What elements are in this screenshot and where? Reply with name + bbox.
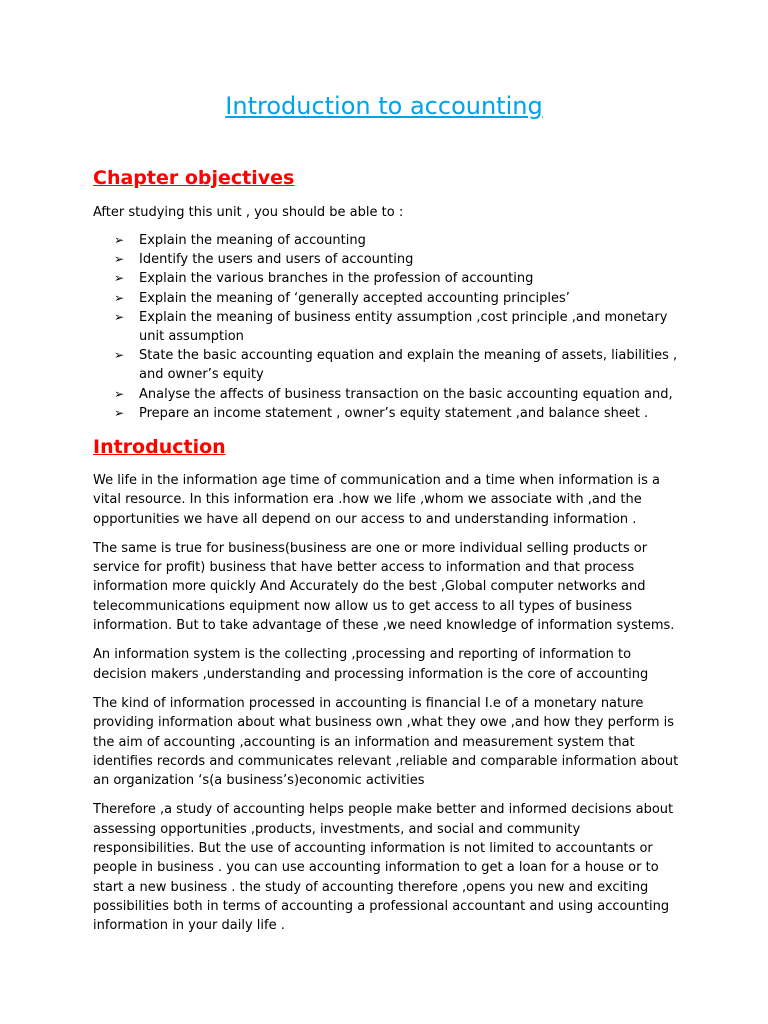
- body-paragraph: Therefore ,a study of accounting helps people make better and informed decisions about assessing opportunities ,products, investments, and social and community responsibilities. But the use of accounting information is not limited to accountants or people in business . you can use accounting information to get a loan for a house or to start a new business . the study of accounting therefore ,opens you new and exciting possibilities both in terms of accounting a professional accountant and using accounting information in your daily life .: [93, 802, 674, 934]
- arrow-bullet-icon: ➢: [114, 290, 125, 305]
- chapter-objectives-heading: Chapter objectives: [93, 167, 295, 189]
- arrow-bullet-icon: ➢: [114, 271, 125, 286]
- arrow-bullet-icon: ➢: [114, 252, 125, 267]
- objective-item: [114, 404, 680, 423]
- objective-text: Explain the meaning of ‘generally accepted accounting principles’: [139, 290, 570, 306]
- objective-item: [114, 269, 680, 288]
- document-title: Introduction to accounting: [225, 92, 543, 120]
- objective-text: Explain the meaning of accounting: [139, 233, 366, 248]
- objectives-list: [114, 231, 680, 423]
- arrow-bullet-icon: ➢: [114, 405, 125, 420]
- objective-text: Prepare an income statement , owner’s equity statement ,and balance sheet .: [139, 405, 649, 421]
- objective-item: [114, 250, 680, 269]
- introduction-heading: Introduction: [93, 436, 226, 458]
- body-paragraph: We life in the information age time of communication and a time when information is a vital resource. In this information era .how we life ,whom we associate with ,and the opportunities we have all depend on our access to and understanding information .: [93, 473, 661, 527]
- arrow-bullet-icon: ➢: [114, 348, 125, 363]
- introduction-body: [93, 471, 683, 946]
- objective-item: [114, 308, 680, 346]
- objective-item: [114, 231, 680, 250]
- objective-item: [114, 346, 680, 384]
- objectives-intro: After studying this unit , you should be able to :: [93, 205, 404, 220]
- objective-text: State the basic accounting equation and explain the meaning of assets, liabilities , and owner’s equity: [139, 348, 678, 383]
- objective-text: Identify the users and users of accounting: [139, 252, 414, 268]
- arrow-bullet-icon: ➢: [114, 233, 125, 247]
- body-paragraph: The kind of information processed in accounting is financial I.e of a monetary nature providing information about what business own ,what they owe ,and how they perform is the aim of accounting ,accounting is an information and measurement system that identifies records and communicates relevant ,reliable and comparable information about an organization ‘s(a business’s)economic activities: [93, 695, 679, 789]
- body-paragraph: The same is true for business(business are one or more individual selling products or service for profit) business that have better access to information and that process information more quickly And Accurately do the best ,Global computer networks and telecommunications equipment now allow us to get access to all types of business information. But to take advantage of these ,we need knowledge of information systems.: [93, 540, 675, 634]
- objective-text: Explain the meaning of business entity assumption ,cost principle ,and monetary unit assumption: [139, 309, 668, 345]
- objective-text: Analyse the affects of business transaction on the basic accounting equation and,: [139, 386, 673, 402]
- objective-text: Explain the various branches in the profession of accounting: [139, 271, 534, 287]
- arrow-bullet-icon: ➢: [114, 309, 125, 324]
- objective-item: [114, 385, 680, 404]
- body-paragraph: An information system is the collecting ,processing and reporting of information to decision makers ,understanding and processing information is the core of accounting: [93, 647, 649, 682]
- arrow-bullet-icon: ➢: [114, 386, 125, 401]
- objective-item: [114, 289, 680, 308]
